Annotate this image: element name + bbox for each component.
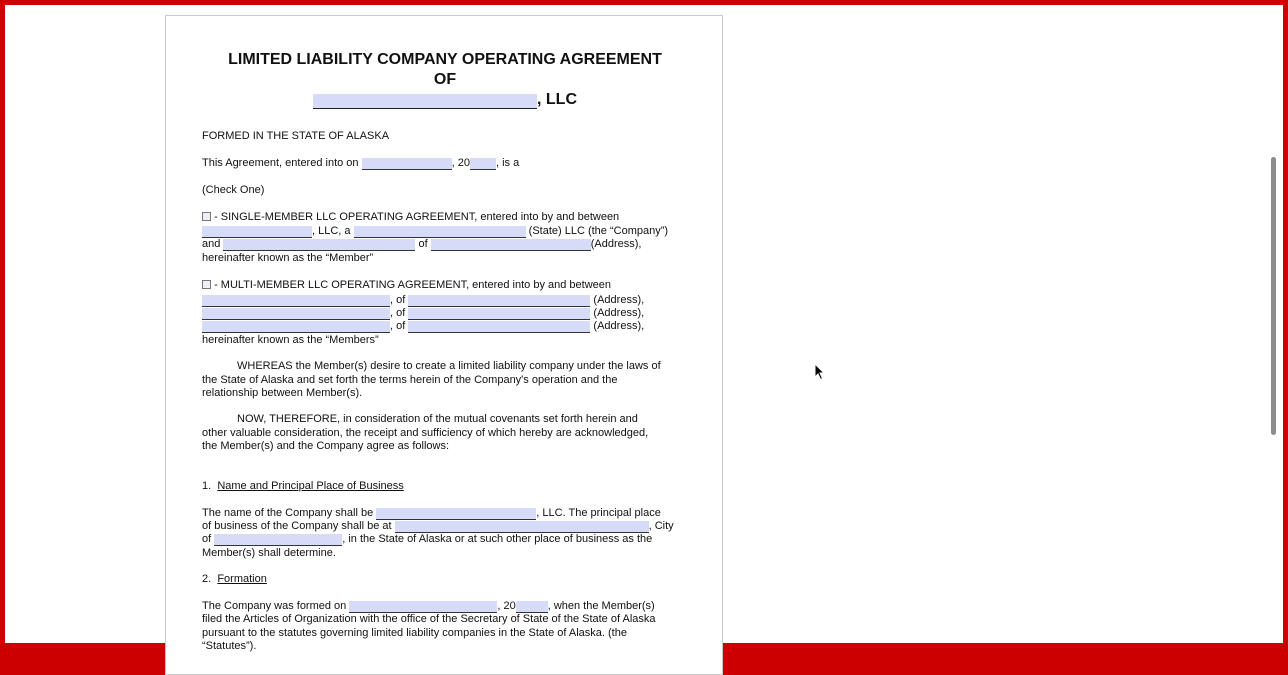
multi-address-label: (Address), xyxy=(593,294,645,306)
document-page xyxy=(165,15,723,675)
single-address-label: (Address), xyxy=(590,238,642,250)
section1-line4: Member(s) shall determine. xyxy=(202,547,336,559)
vertical-scrollbar[interactable] xyxy=(1271,157,1276,435)
title-suffix: , LLC xyxy=(537,91,577,108)
section2-title: Formation xyxy=(217,573,267,585)
entered-suffix: , is a xyxy=(495,157,520,169)
city-field[interactable] xyxy=(214,534,342,546)
now-therefore-line3: the Member(s) and the Company agree as follows: xyxy=(202,440,450,452)
single-of: of xyxy=(418,238,428,250)
formation-year-field[interactable] xyxy=(516,601,548,613)
formed-state: FORMED IN THE STATE OF ALASKA xyxy=(202,130,390,142)
multi-of: , of xyxy=(390,307,406,319)
section1-text: of business of the Company shall be at xyxy=(202,520,392,532)
doc-title-line1: LIMITED LIABILITY COMPANY OPERATING AGREEMENT xyxy=(228,51,662,68)
multi-of: , of xyxy=(390,294,406,306)
single-member-name-field[interactable] xyxy=(223,239,415,251)
whereas-line1: WHEREAS the Member(s) desire to create a limited liability company under the laws of xyxy=(237,360,661,372)
check-one: (Check One) xyxy=(202,184,265,196)
section2-text: , 20 xyxy=(497,600,516,612)
single-state-label: (State) LLC (the “Company”) xyxy=(528,225,669,237)
multi-member-title: - MULTI-MEMBER LLC OPERATING AGREEMENT, entered into by and between xyxy=(214,279,612,291)
single-and: and xyxy=(202,238,221,250)
single-member-line2 xyxy=(202,225,668,238)
multi-address-label: (Address), xyxy=(593,307,645,319)
section2-text: The Company was formed on xyxy=(202,600,347,612)
multi-member-line1 xyxy=(202,279,611,292)
multi-member-row xyxy=(202,294,644,307)
section1-text: of xyxy=(202,533,212,545)
now-therefore-line1: NOW, THEREFORE, in consideration of the mutual covenants set forth herein and xyxy=(237,413,638,425)
section1-text: , LLC. The principal place xyxy=(536,507,661,519)
section2-heading xyxy=(202,573,267,586)
section2-line2: filed the Articles of Organization with the office of the Secretary of State of the State of Alaska xyxy=(202,613,656,625)
section2-text: , when the Member(s) xyxy=(547,600,655,612)
checkbox-icon[interactable] xyxy=(202,280,211,289)
multi-address-label: (Address), xyxy=(593,320,645,332)
entered-line xyxy=(202,157,519,170)
section1-number: 1. xyxy=(202,480,212,492)
section2-line1 xyxy=(202,600,655,613)
formation-date-field[interactable] xyxy=(349,601,497,613)
document-viewer xyxy=(5,5,1283,652)
agreement-date-field[interactable] xyxy=(362,158,452,170)
multi-member-row xyxy=(202,320,644,333)
now-therefore-line2: other valuable consideration, the receipt and sufficiency of which hereby are acknowledged, xyxy=(202,427,649,439)
entered-text: This Agreement, entered into on xyxy=(202,157,359,169)
single-member-line1 xyxy=(202,211,619,224)
section2-line3: pursuant to the statutes governing limited liability companies in the State of Alaska. (the xyxy=(202,627,627,639)
single-member-line3 xyxy=(202,238,641,251)
single-member-title: - SINGLE-MEMBER LLC OPERATING AGREEMENT, entered into by and between xyxy=(214,211,620,223)
single-member-address-field[interactable] xyxy=(431,239,591,251)
agreement-year-field[interactable] xyxy=(470,158,496,170)
multi-member-address-field[interactable] xyxy=(408,321,590,333)
multi-of: , of xyxy=(390,320,406,332)
section1-heading xyxy=(202,480,404,493)
multi-member-name-field[interactable] xyxy=(202,295,390,307)
cursor-arrow-icon xyxy=(814,363,826,381)
section1-line1 xyxy=(202,507,661,520)
multi-member-address-field[interactable] xyxy=(408,295,590,307)
company-name-field[interactable] xyxy=(376,508,536,520)
multi-member-last: hereinafter known as the “Members” xyxy=(202,334,379,346)
whereas-line3: relationship between Member(s). xyxy=(202,387,363,399)
entered-year-prefix: , 20 xyxy=(451,157,470,169)
multi-member-address-field[interactable] xyxy=(408,308,590,320)
multi-member-row xyxy=(202,307,644,320)
multi-member-name-field[interactable] xyxy=(202,308,390,320)
section1-text: , in the State of Alaska or at such other place of business as the xyxy=(342,533,653,545)
single-llc-a: , LLC, a xyxy=(312,225,351,237)
single-state-field[interactable] xyxy=(354,226,526,238)
section2-number: 2. xyxy=(202,573,212,585)
checkbox-icon[interactable] xyxy=(202,212,211,221)
whereas-line2: the State of Alaska and set forth the terms herein of the Company's operation and the xyxy=(202,374,618,386)
single-company-name-field[interactable] xyxy=(202,226,312,238)
section1-title: Name and Principal Place of Business xyxy=(217,480,404,492)
section1-line3 xyxy=(202,533,652,546)
principal-address-field[interactable] xyxy=(395,521,649,533)
section2-line4: “Statutes”). xyxy=(202,640,257,652)
single-member-line4: hereinafter known as the “Member” xyxy=(202,252,374,264)
doc-title-line2: OF xyxy=(433,71,457,88)
company-name-field[interactable] xyxy=(313,94,537,109)
section1-text: , City xyxy=(648,520,674,532)
section1-text: The name of the Company shall be xyxy=(202,507,374,519)
doc-title-line3 xyxy=(166,90,724,109)
section1-line2 xyxy=(202,520,674,533)
multi-member-name-field[interactable] xyxy=(202,321,390,333)
